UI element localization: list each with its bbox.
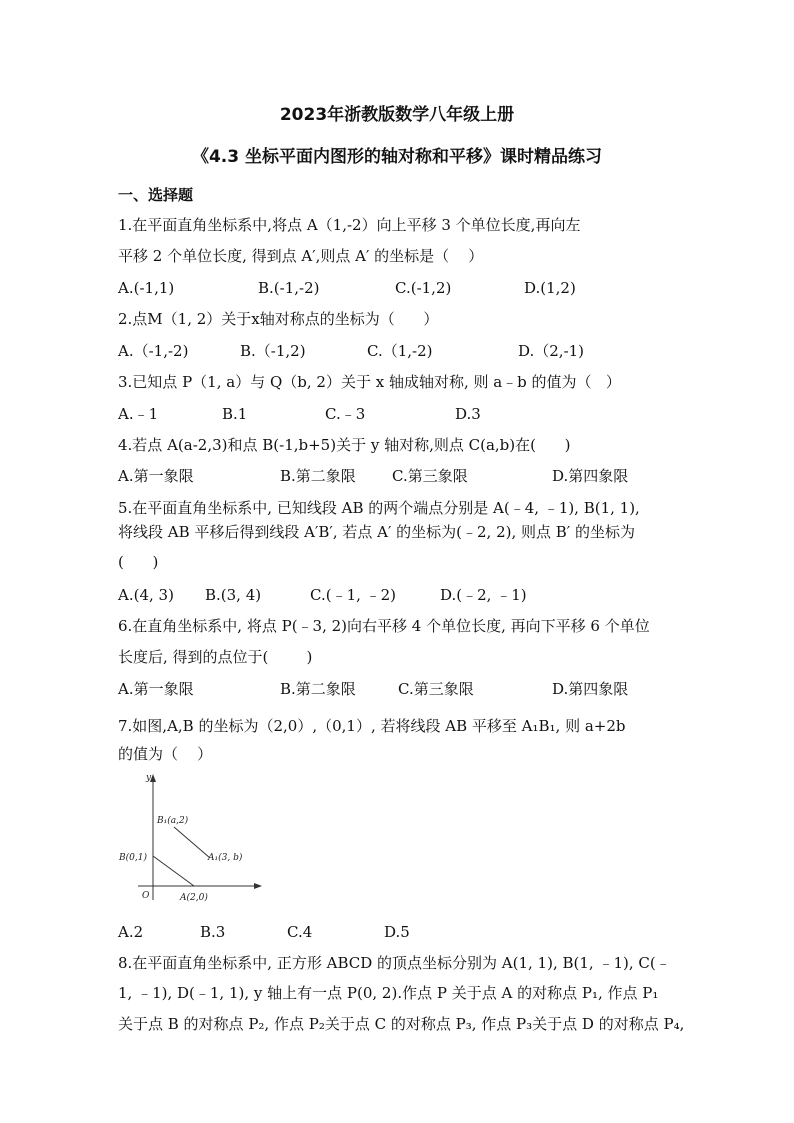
question-4-option-d: D.第四象限	[552, 467, 629, 485]
question-7-option-d: D.5	[384, 923, 410, 941]
question-3-option-b: B.1	[222, 405, 248, 423]
question-5-line-3: ( )	[118, 553, 159, 571]
question-4-option-b: B.第二象限	[280, 467, 356, 485]
question-2-line-1: 2.点M（1, 2）关于x轴对称点的坐标为（ ）	[118, 310, 439, 328]
question-4-option-c: C.第三象限	[392, 467, 468, 485]
question-1-option-c: C.(-1,2)	[395, 279, 452, 297]
question-8-line-3: 关于点 B 的对称点 P₂, 作点 P₂关于点 C 的对称点 P₃, 作点 P₃关于点 D 的对称点 P₄,	[118, 1015, 685, 1033]
question-4-line-1: 4.若点 A(a-2,3)和点 B(-1,b+5)关于 y 轴对称,则点 C(a,b)在( )	[118, 436, 571, 454]
question-3-option-a: A.﹣1	[118, 405, 159, 423]
question-2-option-b: B.（-1,2)	[240, 342, 306, 360]
coordinate-figure	[118, 770, 268, 908]
y-axis-label: y	[146, 773, 152, 783]
question-5-option-a: A.(4, 3)	[118, 586, 174, 604]
point-b-label: B(0,1)	[119, 853, 147, 863]
question-5-option-d: D.(﹣2, ﹣1)	[440, 586, 527, 604]
document-title: 2023年浙教版数学八年级上册	[279, 105, 515, 125]
point-a-label: A(2,0)	[180, 893, 208, 903]
x-axis-arrow	[254, 883, 262, 889]
question-7-option-a: A.2	[118, 923, 144, 941]
question-6-option-d: D.第四象限	[552, 680, 629, 698]
segment-a1b1	[174, 827, 210, 858]
question-2-option-a: A.（-1,-2)	[118, 342, 189, 360]
question-8-line-2: 1, ﹣1), D(﹣1, 1), y 轴上有一点 P(0, 2).作点 P 关于点 A 的对称点 P₁, 作点 P₁	[118, 984, 659, 1002]
question-2-option-c: C.（1,-2)	[367, 342, 433, 360]
question-1-line-1: 1.在平面直角坐标系中,将点 A（1,-2）向上平移 3 个单位长度,再向左	[118, 216, 581, 234]
question-3-option-c: C.﹣3	[325, 405, 366, 423]
question-6-option-b: B.第二象限	[280, 680, 356, 698]
question-5-option-c: C.(﹣1, ﹣2)	[310, 586, 397, 604]
question-1-line-2: 平移 2 个单位长度, 得到点 A′,则点 A′ 的坐标是（ ）	[118, 247, 484, 265]
question-7-option-b: B.3	[200, 923, 226, 941]
question-4-option-a: A.第一象限	[118, 467, 194, 485]
question-2-option-d: D.（2,-1)	[518, 342, 585, 360]
question-1-option-d: D.(1,2)	[524, 279, 576, 297]
question-5-option-b: B.(3, 4)	[205, 586, 262, 604]
question-3-line-1: 3.已知点 P（1, a）与 Q（b, 2）关于 x 轴成轴对称, 则 a﹣b 的值为（ ）	[118, 373, 621, 391]
question-7-option-c: C.4	[287, 923, 313, 941]
question-1-option-a: A.(-1,1)	[118, 279, 175, 297]
question-6-option-c: C.第三象限	[398, 680, 474, 698]
question-6-line-2: 长度后, 得到的点位于( )	[118, 648, 313, 666]
question-7-line-2: 的值为（ ）	[118, 745, 213, 763]
segment-ab	[153, 856, 194, 886]
question-3-option-d: D.3	[455, 405, 481, 423]
question-7-line-1: 7.如图,A,B 的坐标为（2,0）,（0,1）, 若将线段 AB 平移至 A₁B₁, 则 a+2b	[118, 717, 626, 735]
section-heading: 一、选择题	[118, 186, 194, 204]
question-5-line-1: 5.在平面直角坐标系中, 已知线段 AB 的两个端点分别是 A(﹣4, ﹣1), B(1, 1),	[118, 499, 640, 517]
question-5-line-2: 将线段 AB 平移后得到线段 A′B′, 若点 A′ 的坐标为(﹣2, 2), 则点 B′ 的坐标为	[118, 523, 635, 541]
question-1-option-b: B.(-1,-2)	[258, 279, 320, 297]
point-b1-label: B₁(a,2)	[157, 816, 189, 826]
document-subtitle: 《4.3 坐标平面内图形的轴对称和平移》课时精品练习	[191, 147, 603, 167]
question-8-line-1: 8.在平面直角坐标系中, 正方形 ABCD 的顶点坐标分别为 A(1, 1), B(1, ﹣1), C(﹣	[118, 954, 671, 972]
question-6-option-a: A.第一象限	[118, 680, 194, 698]
origin-label: O	[142, 891, 150, 901]
point-a1-label: A₁(3, b)	[208, 853, 243, 863]
question-6-line-1: 6.在直角坐标系中, 将点 P(﹣3, 2)向右平移 4 个单位长度, 再向下平移 6 个单位	[118, 617, 650, 635]
